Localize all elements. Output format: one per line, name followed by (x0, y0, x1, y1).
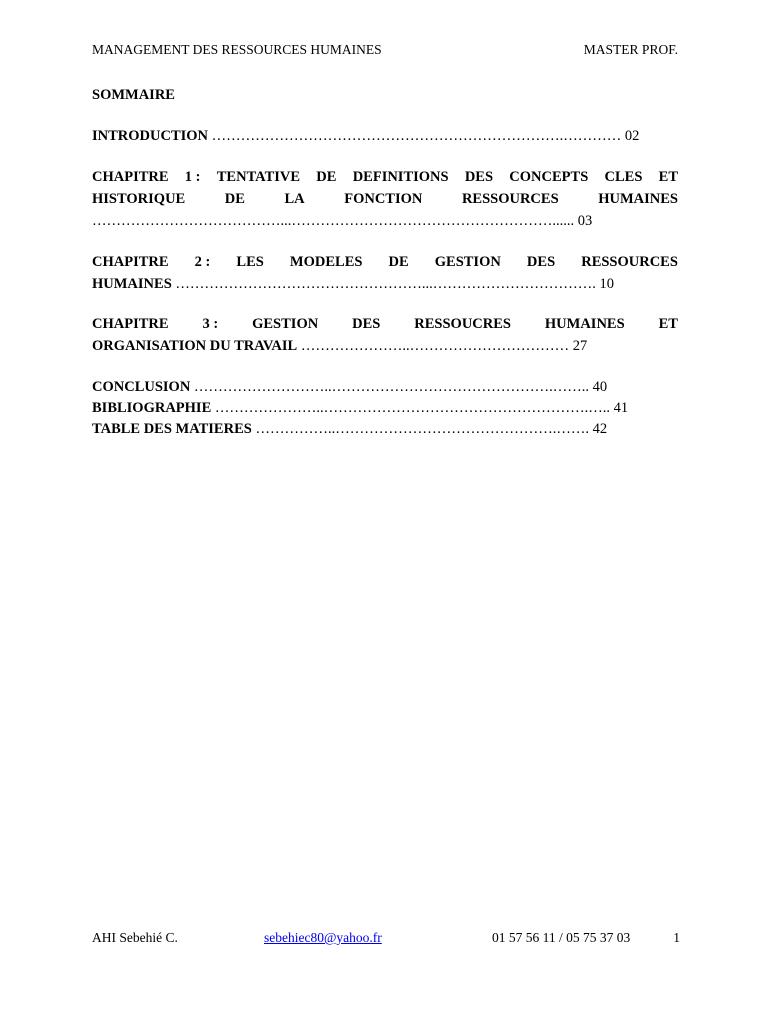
toc-word: CHAPITRE (92, 254, 169, 270)
toc-leader-dots: ……………..……………………………………….……. (251, 421, 593, 437)
toc-leader-dots: …………………………………...………………………………………………...... (92, 213, 578, 229)
toc-word: HISTORIQUE (92, 191, 186, 207)
toc-word: ET (658, 169, 678, 185)
toc-word: GESTION (252, 316, 319, 332)
toc-page-introduction: 02 (624, 128, 640, 144)
toc-chapter-3-line-2 (92, 338, 678, 355)
toc-chapter-2-line-2 (92, 276, 678, 293)
toc-word: TENTATIVE (216, 169, 301, 185)
toc-chapter-3-line-1 (92, 316, 678, 333)
toc-leader-dots: ……………………………………………...……………………………. (171, 276, 600, 292)
toc-leader-dots: …………………..…………………………… (297, 338, 573, 354)
toc-chapter-1-line-1 (92, 169, 678, 186)
toc-chapter-1-line-3 (92, 213, 678, 230)
toc-leader-dots: …………………..……………………………………………….….. (211, 400, 614, 416)
footer-author: AHI Sebehié C. (92, 930, 178, 945)
toc-label-conclusion: CONCLUSION (92, 379, 191, 395)
toc-word: CHAPITRE (92, 316, 169, 332)
header-program: MASTER PROF. (583, 42, 678, 57)
toc-word: FONCTION (344, 191, 423, 207)
page-header (92, 42, 678, 62)
toc-chapter-2-line-1 (92, 254, 678, 271)
footer-email-link[interactable]: sebehiec80@yahoo.fr (264, 930, 382, 945)
toc-word: RESSOURCES (581, 254, 678, 270)
toc-word: LES (236, 254, 264, 270)
toc-word: CONCEPTS (509, 169, 589, 185)
toc-page-chapter-2: 10 (599, 276, 615, 292)
toc-word: 2 : (194, 254, 211, 270)
toc-word: DE (224, 191, 245, 207)
toc-word: 3 : (202, 316, 219, 332)
toc-word: HUMAINES (598, 191, 678, 207)
toc-label-table-des-matieres: TABLE DES MATIERES (92, 421, 252, 437)
toc-word: ET (658, 316, 678, 332)
toc-word: DES (464, 169, 494, 185)
toc-word: RESSOUCRES (414, 316, 511, 332)
toc-word: 1 : (184, 169, 201, 185)
toc-label-bibliographie: BIBLIOGRAPHIE (92, 400, 212, 416)
toc-page-table-des-matieres: 42 (592, 421, 608, 437)
toc-word: HUMAINES (544, 316, 625, 332)
summary-title: SOMMAIRE (92, 87, 175, 103)
toc-word: DEFINITIONS (352, 169, 449, 185)
toc-word: DES (352, 316, 381, 332)
toc-word: RESSOURCES (461, 191, 559, 207)
toc-page-bibliographie: 41 (613, 400, 629, 416)
toc-label-chapter-2-continued: HUMAINES (92, 276, 172, 292)
footer-page-number: 1 (673, 930, 680, 945)
toc-page-chapter-1: 03 (577, 213, 593, 229)
footer-phone: 01 57 56 11 / 05 75 37 03 (492, 930, 631, 945)
toc-leader-dots: ……………………………………………………………….………… (208, 128, 625, 144)
toc-page-chapter-3: 27 (572, 338, 588, 354)
toc-word: CLES (604, 169, 643, 185)
toc-word: GESTION (434, 254, 501, 270)
header-course-title: MANAGEMENT DES RESSOURCES HUMAINES (92, 42, 382, 57)
toc-word: CHAPITRE (92, 169, 169, 185)
toc-leader-dots: ………………………..……………………………………….…….. (190, 379, 593, 395)
toc-word: DES (526, 254, 556, 270)
toc-word: DE (388, 254, 409, 270)
toc-word: DE (316, 169, 337, 185)
toc-word: MODELES (289, 254, 363, 270)
toc-label-chapter-3-continued: ORGANISATION DU TRAVAIL (92, 338, 298, 354)
toc-page-conclusion: 40 (592, 379, 608, 395)
toc-chapter-1-line-2 (92, 191, 678, 208)
toc-label-introduction: INTRODUCTION (92, 128, 209, 144)
page-footer (92, 930, 680, 950)
toc-word: LA (284, 191, 305, 207)
